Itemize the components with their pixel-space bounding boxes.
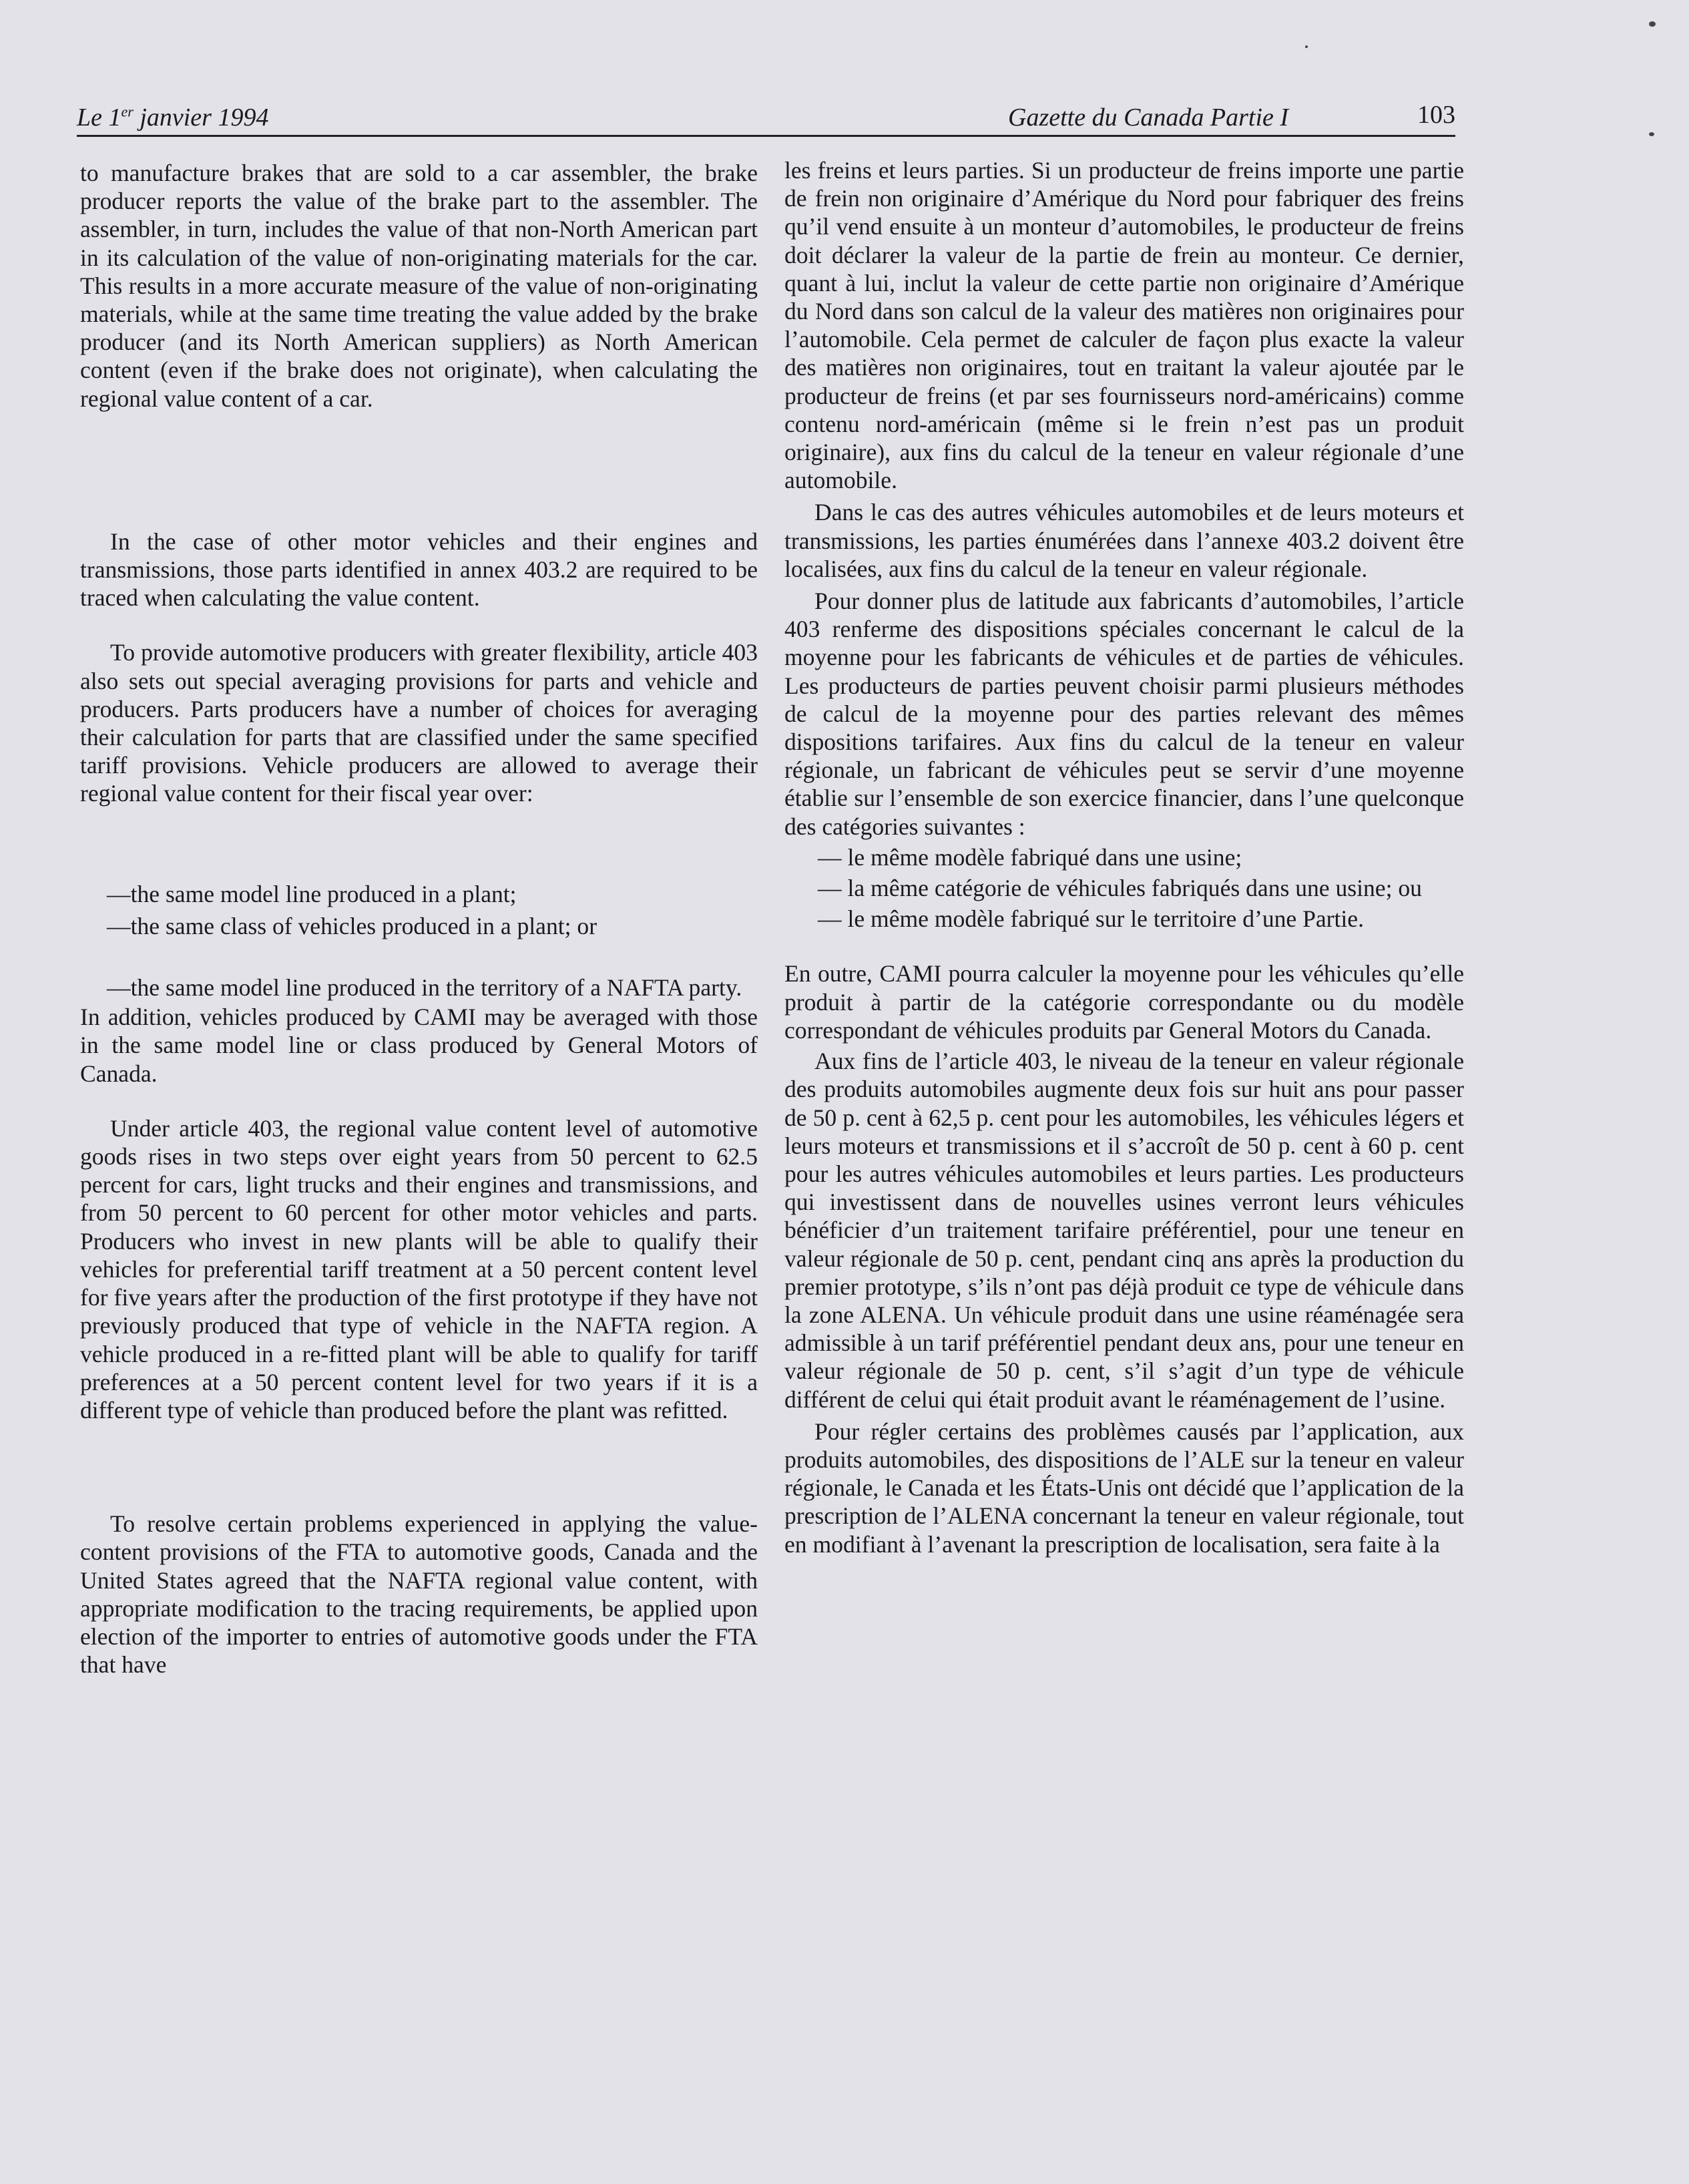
fr-paragraph-1: les freins et leurs parties. Si un producteur de freins importe une partie de frein non originaire d’Amérique du Nord pour fabriquer des freins qu’il vend ensuite à un monteur d’automobiles, le producteur de freins doit déclarer la valeur de la partie de frein au monteur. Ce dernier, quant à lui, inclut la valeur de cette partie non originaire d’Amérique du Nord dans son calcul de la valeur des matières non originaires pour l’automobile. Cela permet de calculer de façon plus exacte la valeur des matières non originaires, tout en traitant la valeur ajoutée par le producteur de freins (et par ses fournisseurs nord-américains) comme contenu nord-américain (même si le frein n’est pas un produit originaire), aux fins du calcul de la teneur en valeur régionale d’une automobile. [784,157,1464,494]
fr-paragraph-5: Aux fins de l’article 403, le niveau de la teneur en valeur régionale des produits automobiles augmente deux fois sur huit ans pour passer de 50 p. cent à 62,5 p. cent pour les automobiles, les véhicules légers et leurs moteurs et transmissions et il s’accroît de 50 p. cent à 60 p. cent pour les autres véhicules automobiles et leurs parties. Les producteurs qui investissent dans de nouvelles usines verront leurs véhicules bénéficier d’un traitement tarifaire préférentiel, pour une teneur en valeur régionale de 50 p. cent, pendant cinq ans après la production du premier prototype, s’ils n’ont pas déjà produit ce type de véhicule dans la zone ALENA. Un véhicule produit dans une usine réaménagée sera admissible à un tarif préférentiel pendant deux ans, pour une teneur en valeur régionale de 50 p. cent, s’il s’agit d’un type de véhicule différent de celui qui était produit avant le réaménagement de l’usine. [784,1048,1464,1413]
publication-title: Gazette du Canada Partie I [1008,103,1289,132]
fr-paragraph-4: En outre, CAMI pourra calculer la moyenne pour les véhicules qu’elle produit à partir de la catégorie correspondante ou du modèle correspondant de véhicules produits par General Motors du Canada. [784,960,1464,1044]
fr-paragraph-3: Pour donner plus de latitude aux fabricants d’automobiles, l’article 403 renferme des dispositions spéciales concernant le calcul de la moyenne pour les fabricants de véhicules et de parties de véhicules. Les producteurs de parties peuvent choisir parmi plusieurs méthodes de calcul de la moyenne pour des parties relevant des mêmes dispositions tarifaires. Aux fins du calcul de la teneur en valeur régionale, un fabricant de véhicules peut se servir d’une moyenne établie sur l’ensemble de son exercice financier, dans l’une quelconque des catégories suivantes : [784,588,1464,840]
page-number: 103 [1417,101,1455,129]
scan-speck [1305,45,1308,48]
en-paragraph-6: To resolve certain problems experienced in applying the value-content provisions of the FTA to automotive goods, Canada and the United States agreed that the NAFTA regional value content, with appropriate modification to the tracing requirements, be applied upon election of the importer to entries of automotive goods under the FTA that have [80,1510,758,1679]
scan-speck [1649,21,1656,27]
en-paragraph-3: To provide automotive producers with greater flexibility, article 403 also sets out special averaging provisions for parts and vehicle and producers. Parts producers have a number of choices for averaging their calculation for parts that are classified under the same specified tariff provisions. Vehicle producers are allowed to average their regional value content for their fiscal year over: [80,639,758,807]
page-header [77,93,1455,137]
fr-list-item-3: — le même modèle fabriqué sur le territoire d’une Partie. [818,905,1364,933]
en-list-item-2: —the same class of vehicles produced in a plant; or [107,912,597,939]
fr-paragraph-6: Pour régler certains des problèmes causés par l’application, aux produits automobiles, des dispositions de l’ALE sur la teneur en valeur régionale, le Canada et les États-Unis ont décidé que l’application de la prescription de l’ALENA concernant la teneur en valeur régionale, tout en modifiant à l’avenant la prescription de localisation, sera faite à la [784,1417,1464,1558]
scan-speck [1649,132,1654,136]
fr-list-item-2: — la même catégorie de véhicules fabriqués dans une usine; ou [818,875,1422,902]
english-column [80,159,758,1679]
fr-list-item-1: — le même modèle fabriqué dans une usine; [818,843,1242,871]
fr-paragraph-2: Dans le cas des autres véhicules automobiles et de leurs moteurs et transmissions, les parties énumérées dans l’annexe 403.2 doivent être localisées, aux fins du calcul de la teneur en valeur régionale. [784,499,1464,582]
en-list-item-3: —the same model line produced in the territory of a NAFTA party. [107,974,742,1002]
en-paragraph-5: Under article 403, the regional value content level of automotive goods rises in two steps over eight years from 50 percent to 62.5 percent for cars, light trucks and their engines and transmissions, and from 50 percent to 60 percent for other motor vehicles and parts. Producers who invest in new plants will be able to qualify their vehicles for preferential tariff treatment at a 50 percent content level for five years after the production of the first prototype if they have not previously produced that type of vehicle in the NAFTA region. A vehicle produced in a re-fitted plant will be able to qualify for tariff preferences at a 50 percent content level for two years if it is a different type of vehicle than produced before the plant was refitted. [80,1114,758,1424]
en-list-item-1: —the same model line produced in a plant; [107,880,517,907]
issue-date: Le 1er janvier 1994 [77,103,269,132]
en-paragraph-2: In the case of other motor vehicles and their engines and transmissions, those parts identified in annex 403.2 are required to be traced when calculating the value content. [80,527,758,612]
french-column [784,156,1464,1558]
en-paragraph-1: to manufacture brakes that are sold to a car assembler, the brake producer reports the value of the brake part to the assembler. The assembler, in turn, includes the value of that non-North American part in its calculation of the value of non-originating materials for the car. This results in a more accurate measure of the value of non-originating materials, while at the same time treating the value added by the brake producer (and its North American suppliers) as North American content (even if the brake does not originate), when calculating the regional value content of a car. [80,160,758,412]
en-paragraph-4: In addition, vehicles produced by CAMI may be averaged with those in the same model line or class produced by General Motors of Canada. [80,1004,758,1087]
